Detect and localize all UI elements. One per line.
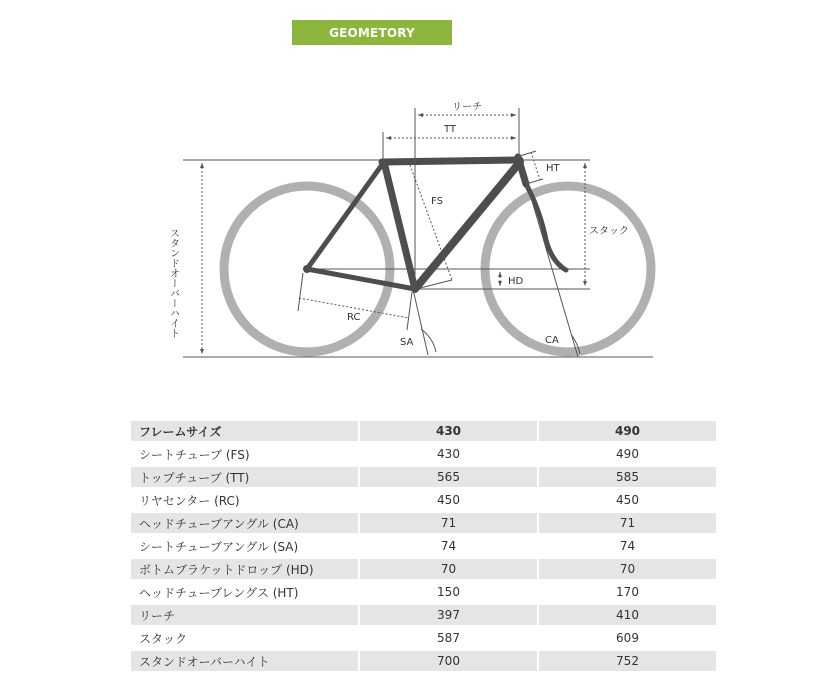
label-fs: FS [431, 196, 443, 207]
table-row [131, 490, 716, 510]
row-value-430: 74 [440, 539, 457, 553]
row-value-430: 587 [437, 631, 460, 645]
row-label: ヘッドチューブレングス (HT) [139, 585, 299, 600]
row-label: ヘッドチューブアングル (CA) [131, 513, 358, 533]
row-label: シートチューブアングル (SA) [139, 539, 299, 554]
row-value-430: 397 [360, 605, 537, 625]
table-row [131, 444, 716, 464]
dimension-lines [202, 108, 585, 357]
row-label: リーチ [131, 605, 358, 625]
row-label: ボトムブラケットドロップ (HD) [131, 559, 358, 579]
row-value-430: 450 [437, 493, 460, 507]
table-row [131, 628, 716, 648]
label-sa: SA [400, 337, 414, 348]
row-value-490: 450 [616, 493, 639, 507]
row-value-490: 609 [616, 631, 639, 645]
row-label: スタック [139, 631, 188, 646]
row-value-430: 565 [360, 467, 537, 487]
row-value-430: 150 [437, 585, 460, 599]
row-label: リヤセンター (RC) [139, 493, 240, 508]
row-label: シートチューブ (FS) [139, 447, 250, 462]
row-value-430: 71 [360, 513, 537, 533]
row-value-490: 490 [616, 447, 639, 461]
row-label: トップチューブ (TT) [131, 467, 358, 487]
row-value-490: 410 [539, 605, 716, 625]
label-ca: CA [545, 335, 559, 346]
size-490-header: 490 [539, 421, 716, 441]
row-value-490: 71 [539, 513, 716, 533]
row-label: スタンドオーバーハイト [131, 651, 358, 671]
table-header-row [131, 421, 716, 441]
geometry-title: GEOMETORY [292, 20, 452, 45]
table-row [131, 467, 716, 487]
rear-axle [303, 265, 311, 273]
row-value-490: 585 [539, 467, 716, 487]
row-value-430: 430 [437, 447, 460, 461]
table-header-label: フレームサイズ [131, 421, 358, 441]
label-hd: HD [508, 276, 524, 287]
row-value-490: 752 [539, 651, 716, 671]
label-reach: リーチ [452, 102, 482, 113]
row-value-490: 170 [616, 585, 639, 599]
table-row [131, 651, 716, 671]
label-standover: スタンドオーバーハイト [167, 228, 179, 338]
label-rc: RC [347, 312, 361, 323]
row-value-490: 74 [619, 539, 636, 553]
row-value-490: 70 [539, 559, 716, 579]
label-tt: TT [443, 124, 457, 135]
table-row [131, 559, 716, 579]
dimension-arrows [200, 113, 587, 354]
size-430-header: 430 [360, 421, 537, 441]
label-ht: HT [546, 163, 560, 174]
table-row [131, 513, 716, 533]
geometry-table [129, 418, 718, 674]
table-row [131, 536, 716, 556]
row-value-430: 700 [360, 651, 537, 671]
table-row [131, 582, 716, 602]
table-row [131, 605, 716, 625]
row-value-430: 70 [360, 559, 537, 579]
label-stack: スタック [589, 226, 629, 237]
